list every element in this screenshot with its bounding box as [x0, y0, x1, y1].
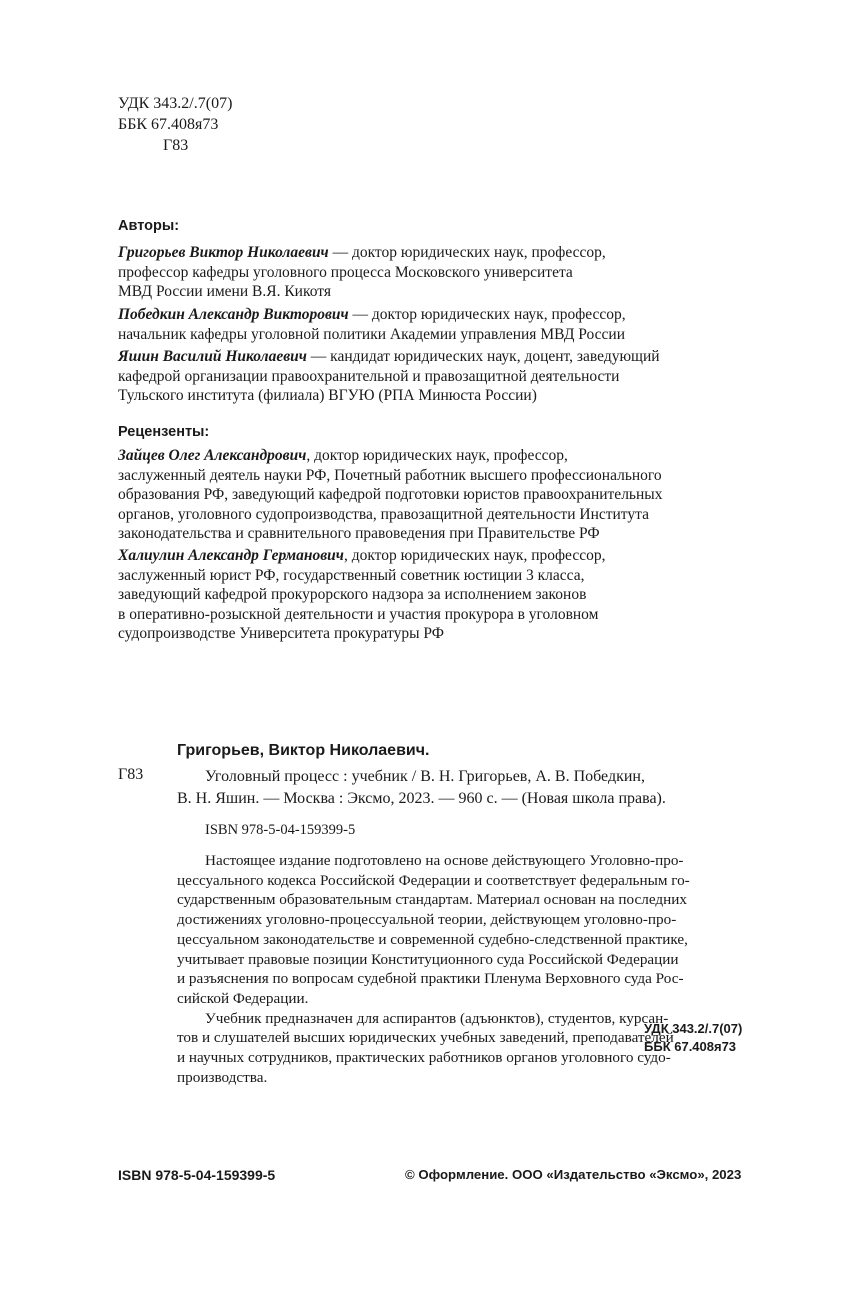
- author-desc-line: МВД России имени В.Я. Кикотя: [118, 283, 331, 301]
- classification-codes: [118, 93, 232, 156]
- catalog-card-isbn: ISBN 978-5-04-159399-5: [205, 822, 356, 838]
- reviewer-desc-line: органов, уголовного судопроизводства, правозащитной деятельности Института: [118, 505, 649, 523]
- reviewer-desc-line: законодательства и сравнительного правоведения при Правительстве РФ: [118, 525, 600, 543]
- abstract-line: сийской Федерации.: [177, 989, 309, 1007]
- author-desc-line: профессор кафедры уголовного процесса Московского университета: [118, 263, 573, 281]
- reviewer-name: Зайцев Олег Александрович: [118, 447, 307, 464]
- abstract-line: цессуальном законодательстве и современной судебно-следственной практике,: [177, 930, 688, 948]
- reviewer-desc-line: в оперативно-розыскной деятельности и участия прокурора в уголовном: [118, 605, 599, 623]
- reviewer-name: Халиулин Александр Германович: [118, 547, 344, 564]
- reviewer-desc-line: , доктор юридических наук, профессор,: [343, 547, 606, 564]
- reviewer-desc-line: заведующий кафедрой прокурорского надзора за исполнением законов: [118, 586, 587, 604]
- abstract-line: сударственным образовательным стандартам. Материал основан на последних: [177, 891, 687, 909]
- reviewer-desc-line: судопроизводстве Университета прокуратуры РФ: [118, 625, 444, 643]
- reviewer-entry: [118, 446, 768, 544]
- reviewer-entry: [118, 546, 768, 644]
- catalog-card-code: Г83: [118, 766, 144, 783]
- author-entry: [118, 243, 768, 302]
- footer-copyright: © Оформление. ООО «Издательство «Эксмо», 2023: [405, 1167, 742, 1182]
- reviewers-heading: Рецензенты:: [118, 424, 210, 440]
- author-desc-line: — доктор юридических наук, профессор,: [348, 306, 626, 323]
- reviewer-desc-line: , доктор юридических наук, профессор,: [306, 447, 568, 464]
- abstract-line: достижениях уголовно-процессуальной теории, действующем уголовно-про-: [177, 911, 677, 929]
- udk-code: УДК 343.2/.7(07): [118, 95, 233, 112]
- author-desc-line: Тульского института (филиала) ВГУЮ (РПА Минюста России): [118, 387, 537, 405]
- author-desc-line: начальник кафедры уголовной политики Академии управления МВД России: [118, 325, 626, 343]
- reviewer-desc-line: заслуженный юрист РФ, государственный советник юстиции 3 класса,: [118, 566, 585, 584]
- reviewer-desc-line: образования РФ, заведующий кафедрой подготовки юристов правоохранительных: [118, 486, 663, 504]
- abstract-line: Настоящее издание подготовлено на основе действующего Уголовно-про-: [205, 852, 684, 869]
- catalog-card-description: [177, 766, 767, 810]
- abstract-line: и разъяснения по вопросам судебной практики Пленума Верховного суда Рос-: [177, 970, 684, 988]
- author-name: Григорьев Виктор Николаевич: [118, 244, 329, 261]
- author-desc-line: — доктор юридических наук, профессор,: [328, 244, 606, 261]
- author-mark: Г83: [163, 137, 189, 154]
- reviewer-desc-line: заслуженный деятель науки РФ, Почетный работник высшего профессионального: [118, 466, 662, 484]
- abstract-line: цессуального кодекса Российской Федерации и соответствует федеральным го-: [177, 871, 690, 889]
- author-name: Яшин Василий Николаевич: [118, 348, 307, 365]
- author-entry: [118, 305, 768, 344]
- udk-code: УДК 343.2/.7(07): [644, 1021, 743, 1036]
- abstract-line: и научных сотрудников, практических работников органов уголовного судо-: [177, 1049, 671, 1067]
- bottom-classification-codes: [644, 1020, 742, 1056]
- bbk-code: ББК 67.408я73: [644, 1039, 737, 1054]
- catalog-card-line: В. Н. Яшин. — Москва : Эксмо, 2023. — 960 с. — (Новая школа права).: [177, 790, 666, 807]
- catalog-card-line: Уголовный процесс : учебник / В. Н. Григорьев, А. В. Победкин,: [205, 768, 645, 785]
- abstract-line: учитывает правовые позиции Конституционного суда Российской Федерации: [177, 950, 679, 968]
- author-desc-line: кафедрой организации правоохранительной и правозащитной деятельности: [118, 367, 620, 385]
- catalog-card-title: Григорьев, Виктор Николаевич.: [177, 742, 430, 759]
- author-entry: [118, 347, 768, 406]
- abstract-line: тов и слушателей высших юридических учебных заведений, преподавателей: [177, 1029, 674, 1047]
- author-name: Победкин Александр Викторович: [118, 306, 349, 323]
- footer-isbn: ISBN 978-5-04-159399-5: [118, 1167, 276, 1183]
- abstract-line: Учебник предназначен для аспирантов (адъюнктов), студентов, курсан-: [205, 1009, 669, 1027]
- abstract-line: производства.: [177, 1068, 268, 1086]
- author-desc-line: — кандидат юридических наук, доцент, заведующий: [306, 348, 660, 365]
- authors-heading: Авторы:: [118, 218, 180, 234]
- bbk-code: ББК 67.408я73: [118, 116, 219, 133]
